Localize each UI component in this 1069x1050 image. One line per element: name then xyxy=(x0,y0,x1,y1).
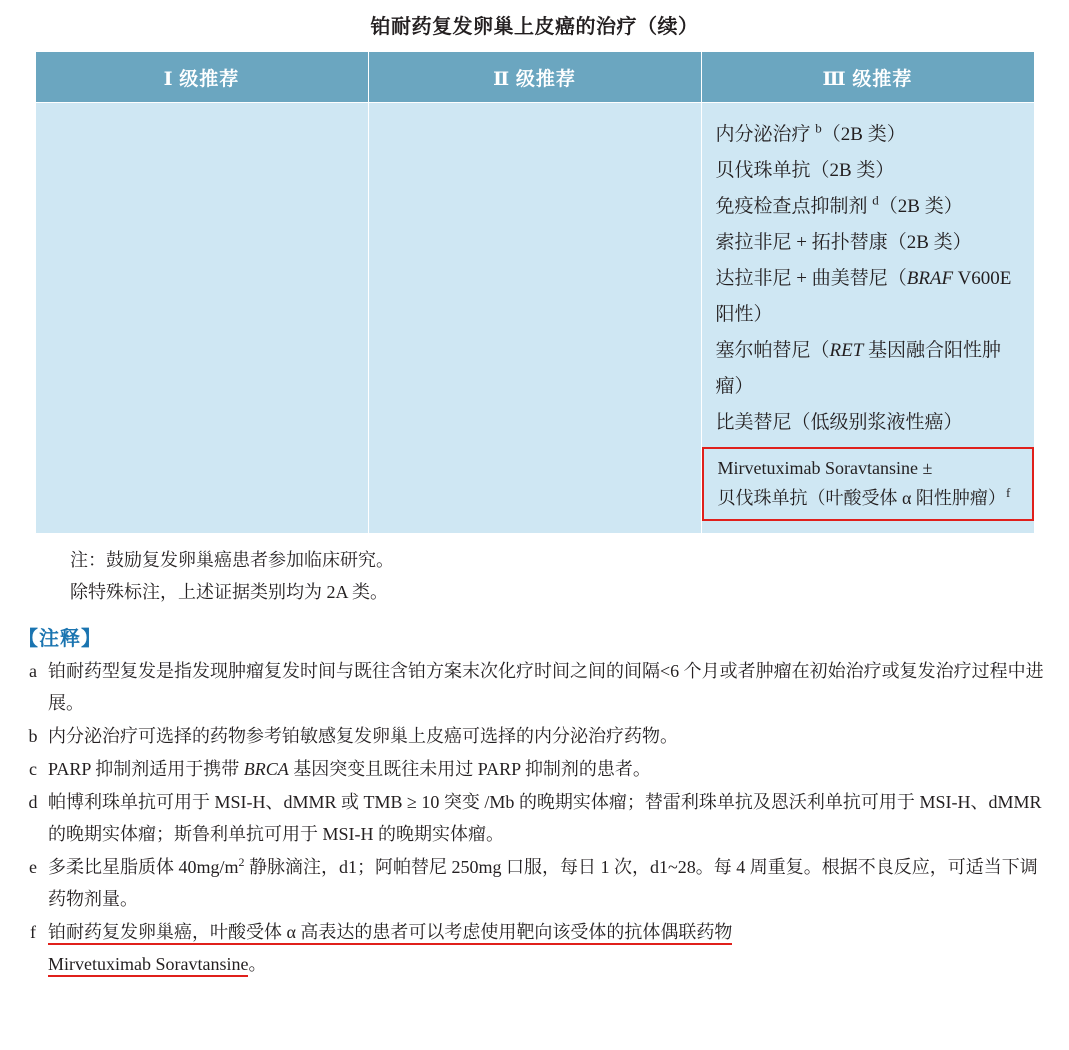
cell-level-2-content xyxy=(369,103,701,127)
column-header-level-2: Ⅱ 级推荐 xyxy=(368,52,701,103)
table-header-row xyxy=(35,52,1034,103)
boxed-line-1: Mirvetuximab Soravtansine ± xyxy=(717,458,933,478)
list-item: 比美替尼（低级别浆液性癌） xyxy=(715,412,963,433)
cell-level-3-content xyxy=(702,103,1034,531)
annotation-text: 帕博利珠单抗可用于 MSI-H、dMMR 或 TMB ≥ 10 突变 /Mb 的晚期实体瘤；替雷利珠单抗及恩沃利单抗可用于 MSI-H、dMMR 的晚期实体瘤；斯鲁利单抗可用于 MSI-H 的晚期实体瘤。 xyxy=(48,792,1042,844)
list-item: 达拉非尼 + 曲美替尼（BRAF V600E 阳性） xyxy=(715,268,1012,325)
cell-level-3 xyxy=(701,103,1034,534)
annotation-key: e xyxy=(29,857,37,877)
cell-level-1-content xyxy=(36,103,368,127)
table-row xyxy=(35,103,1034,534)
highlighted-recommendation-box xyxy=(702,447,1034,521)
list-item xyxy=(18,720,1069,752)
annotation-key: c xyxy=(29,759,37,779)
table-notes xyxy=(70,544,1069,608)
list-item: 贝伐珠单抗（2B 类） xyxy=(715,160,895,181)
list-item xyxy=(18,851,1069,915)
list-item xyxy=(18,753,1069,785)
boxed-line-2: 贝伐珠单抗（叶酸受体 α 阳性肿瘤）$^f$ xyxy=(717,485,1011,508)
list-item xyxy=(18,786,1069,850)
note-line: 注：鼓励复发卵巢癌患者参加临床研究。 xyxy=(70,550,394,570)
annotation-text: 内分泌治疗可选择的药物参考铂敏感复发卵巢上皮癌可选择的内分泌治疗药物。 xyxy=(48,726,678,746)
annotation-text: PARP 抑制剂适用于携带 BRCA 基因突变且既往未用过 PARP 抑制剂的患者。 xyxy=(48,759,651,779)
recommendation-table xyxy=(35,51,1035,534)
table-header xyxy=(35,52,1034,103)
column-header-level-1: Ⅰ 级推荐 xyxy=(35,52,368,103)
annotation-text: 多柔比星脂质体 $40mg/m^2$ 静脉滴注，d1；阿帕替尼 250mg 口服，每日 1 次，d1~28。每 4 周重复。根据不良反应，可适当下调药物剂量。 xyxy=(48,855,1038,909)
annotation-text: 铂耐药复发卵巢癌，叶酸受体 α 高表达的患者可以考虑使用靶向该受体的抗体偶联药物 Mirvetuximab Soravtansine。 xyxy=(48,916,1069,980)
annotation-key: b xyxy=(28,726,38,746)
annotation-text: 铂耐药型复发是指发现肿瘤复发时间与既往含铂方案末次化疗时间之间的间隔<6 个月或者肿瘤在初始治疗或复发治疗过程中进展。 xyxy=(48,661,1044,713)
document-page xyxy=(0,10,1069,1050)
annotation-key: a xyxy=(29,661,37,681)
list-item: 内分泌治疗 $^b$（2B 类） xyxy=(715,120,906,145)
note-line: 除特殊标注，上述证据类别均为 2A 类。 xyxy=(70,582,389,602)
page-title: 铂耐药复发卵巢上皮癌的治疗（续） xyxy=(370,16,699,38)
cell-level-2 xyxy=(368,103,701,534)
annotations-heading: 【注释】 xyxy=(18,628,102,650)
list-item: 塞尔帕替尼（RET 基因融合阳性肿瘤） xyxy=(715,340,1002,397)
annotation-key: d xyxy=(28,792,38,812)
annotation-key: f xyxy=(30,922,36,942)
cell-level-1 xyxy=(35,103,368,534)
list-item: 免疫检查点抑制剂 $^d$（2B 类） xyxy=(715,192,963,217)
annotations-list xyxy=(18,655,1069,980)
list-item xyxy=(18,916,1069,980)
column-header-level-3: Ⅲ 级推荐 xyxy=(701,52,1034,103)
list-item: 索拉非尼 + 拓扑替康（2B 类） xyxy=(715,232,972,253)
list-item xyxy=(18,655,1069,719)
table-body xyxy=(35,103,1034,534)
